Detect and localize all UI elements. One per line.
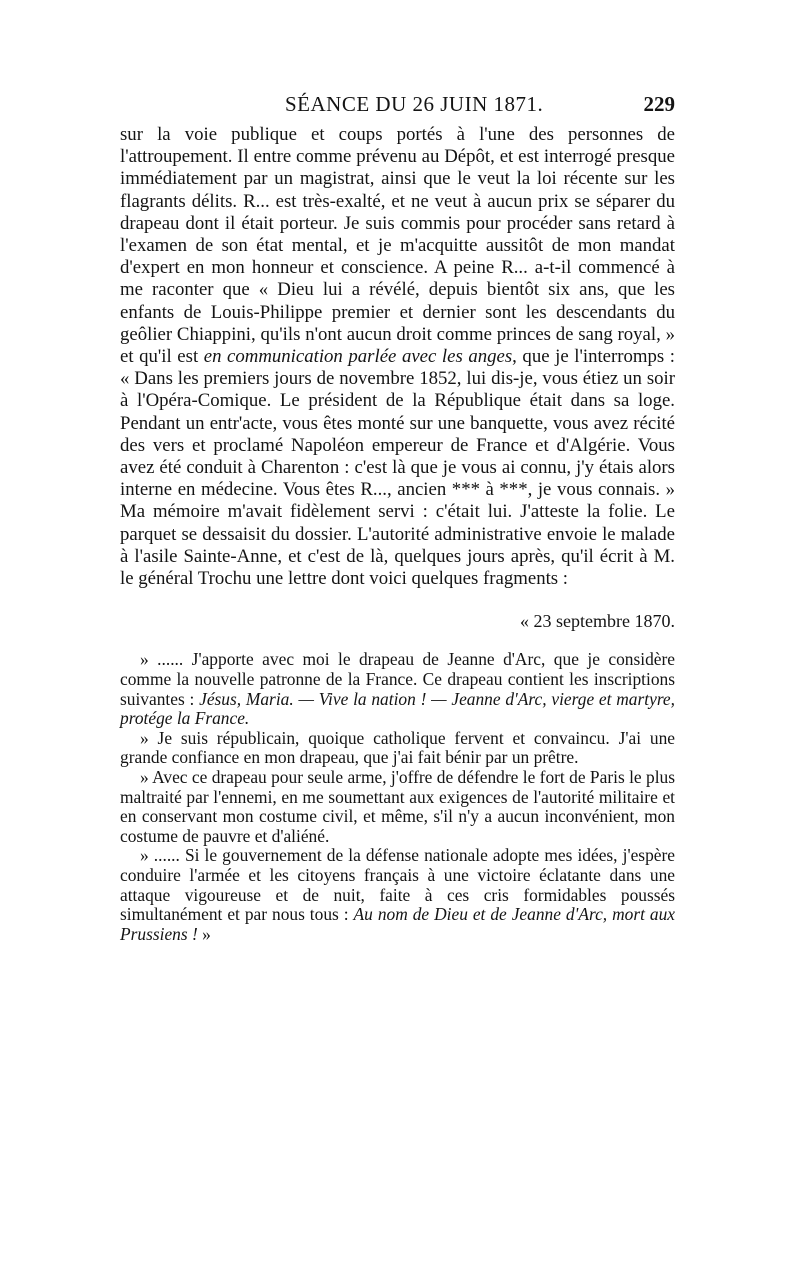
paragraph-1 [120,124,675,590]
letter-p1-italic: Jésus, Maria. — Vive la nation ! — Jeanne d'Arc, vierge et martyre, protége la France. [120,688,676,729]
letter-paragraph-3: » Avec ce drapeau pour seule arme, j'offre de défendre le fort de Paris le plus maltraité par l'ennemi, en me soumettant aux exigences de l'autorité militaire et en conservant mon costume civil, et même, s'il n'y a aucun inconvénient, mon costume de pauvre et d'aliéné. [120,767,675,846]
letter-p4-end: » [197,923,211,944]
letter-paragraph-2: » Je suis républicain, quoique catholique fervent et convaincu. J'ai une grande confiance en mon drapeau, que j'ai fait bénir par un prêtre. [120,727,675,768]
running-header [120,90,675,124]
paragraph-1-text-a: sur la voie publique et coups portés à l'une des personnes de l'attroupement. Il entre comme prévenu au Dépôt, et est interrogé presque immédiatement par un magistrat, ainsi que le veut la loi récente sur les flagrants délits. R... est très-exalté, et ne veut à aucun prix se séparer du drapeau dont il était porteur. Je suis commis pour procéder sans retard à l'examen de son état mental, et je m'acquitte aussitôt de mon mandat d'expert en mon honneur et conscience. A peine R... a-t-il commencé à me raconter que « Dieu lui a révélé, depuis bientôt six ans, que les enfants de Louis-Philippe premier et dernier sont les descendants du geôlier Chiappini, qu'ils n'ont aucun droit comme princes de sang royal, » et qu'il est [120,124,675,368]
letter-p4-italic: Au nom de Dieu et de Jeanne d'Arc, mort aux Prussiens ! [120,904,675,944]
page-body [120,124,675,944]
paragraph-1-text-b: , que je l'interromps : « Dans les premiers jours de novembre 1852, lui dis-je, vous étiez un soir à l'Opéra-Comique. Le président de la République était dans sa loge. Pendant un entr'acte, vous êtes monté sur une banquette, vous avez récité des vers et proclamé Napoléon empereur de France et d'Algérie. Vous avez été conduit à Charenton : c'est là que je vous ai connu, j'y étais alors interne en médecine. Vous êtes R..., ancien *** à ***, je vous connais. » Ma mémoire m'avait fidèlement servi : c'était lui. J'atteste la folie. Le parquet se dessaisit du dossier. L'autorité administrative envoie le malade à l'asile Sainte-Anne, et c'est de là, quelques jours après, qu'il écrit à M. le général Trochu une lettre dont voici quelques fragments : [120,346,676,590]
letter-paragraph-1 [120,650,675,728]
letter-p4-text: » ...... Si le gouvernement de la défense nationale adopte mes idées, j'espère conduire l'armée et les citoyens français à une victoire éclatante dans une attaque vigoureuse et de nuit, faite à ces cris formidables poussés simultanément et par nous tous : [120,845,675,925]
book-page [120,90,675,944]
letter-date: « 23 septembre 1870. [520,611,675,632]
letter-excerpt [120,650,675,944]
page-number: 229 [643,92,675,116]
letter-p1-text: » ...... J'apporte avec moi le drapeau de Jeanne d'Arc, que je considère comme la nouvelle patronne de la France. Ce drapeau contient les inscriptions suivantes : [120,649,675,709]
letter-paragraph-4 [120,846,675,944]
paragraph-1-italic: en communication parlée avec les anges [203,346,513,368]
header-title: SÉANCE DU 26 JUIN 1871. [285,92,544,116]
